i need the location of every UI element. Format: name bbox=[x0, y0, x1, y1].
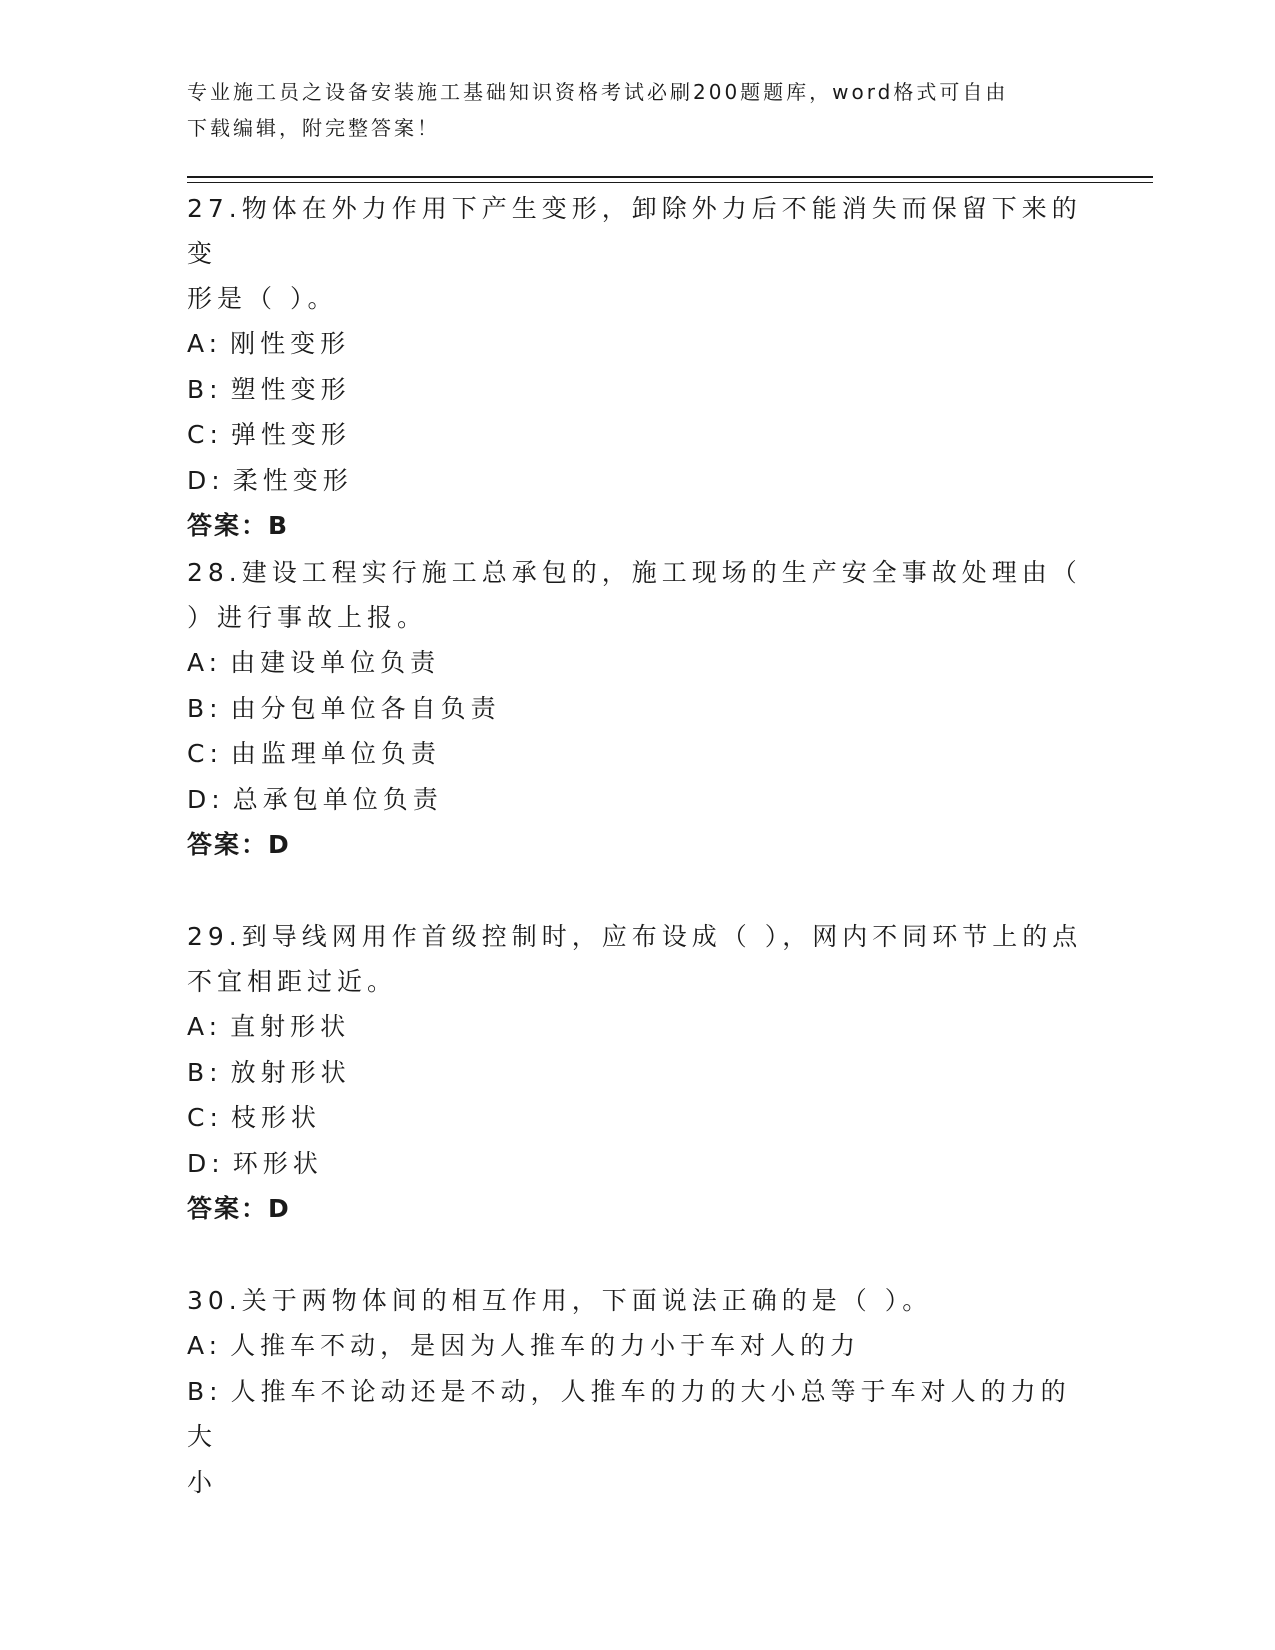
option-text: 由分包单位各自负责 bbox=[230, 693, 501, 723]
option-b bbox=[187, 1050, 1087, 1096]
option-key: C: bbox=[187, 420, 223, 449]
option-c bbox=[187, 1095, 1087, 1141]
option-text: 直射形状 bbox=[230, 1012, 351, 1041]
option-key: B: bbox=[187, 374, 223, 404]
option-b bbox=[187, 686, 1087, 732]
option-key: B: bbox=[187, 1057, 223, 1087]
question-stem-line: 不宜相距过近。 bbox=[187, 967, 398, 996]
question-stem-line: 形是（ ）。 bbox=[187, 284, 338, 313]
question-29 bbox=[187, 914, 1087, 1232]
option-key: B: bbox=[187, 693, 223, 723]
option-text: 环形状 bbox=[232, 1148, 323, 1178]
question-stem-line: 29.到导线网用作首级控制时，应布设成（ ），网内不同环节上的点 bbox=[187, 922, 1083, 951]
option-key: A: bbox=[187, 1012, 223, 1041]
option-text: 枝形状 bbox=[230, 1103, 321, 1132]
option-key: D: bbox=[187, 784, 225, 814]
option-text: 塑性变形 bbox=[230, 374, 351, 404]
question-stem-line: ）进行事故上报。 bbox=[187, 603, 428, 632]
option-a bbox=[187, 1004, 1087, 1050]
option-b-continuation: 小 bbox=[187, 1467, 218, 1497]
option-key: B: bbox=[187, 1376, 223, 1406]
option-key: A: bbox=[187, 648, 223, 677]
header-line-2: 下载编辑，附完整答案！ bbox=[187, 116, 440, 140]
option-text: 总承包单位负责 bbox=[232, 784, 443, 814]
answer-line: 答案：D bbox=[187, 1194, 291, 1223]
option-d bbox=[187, 1141, 1087, 1187]
option-text: 人推车不动，是因为人推车的力小于车对人的力 bbox=[230, 1331, 861, 1360]
option-key: A: bbox=[187, 1331, 223, 1360]
option-text: 人推车不论动还是不动，人推车的力的大小总等于车对人的力的大 bbox=[187, 1376, 1071, 1451]
option-key: A: bbox=[187, 329, 223, 358]
option-text: 柔性变形 bbox=[232, 465, 353, 495]
option-b bbox=[187, 1369, 1087, 1460]
option-text: 由建设单位负责 bbox=[230, 648, 441, 677]
option-text: 由监理单位负责 bbox=[230, 739, 441, 768]
option-a bbox=[187, 321, 1087, 367]
document-header bbox=[187, 74, 1087, 146]
answer-line: 答案：D bbox=[187, 830, 291, 859]
header-divider-thick bbox=[187, 176, 1153, 178]
header-line-1: 专业施工员之设备安装施工基础知识资格考试必刷200题题库，word格式可自由 bbox=[187, 80, 1009, 104]
option-text: 刚性变形 bbox=[230, 329, 351, 358]
option-a bbox=[187, 1323, 1087, 1369]
answer-line: 答案：B bbox=[187, 511, 290, 540]
option-key: D: bbox=[187, 1148, 225, 1178]
option-key: C: bbox=[187, 1103, 223, 1132]
question-28 bbox=[187, 550, 1087, 868]
question-27 bbox=[187, 186, 1087, 549]
question-stem-line: 28.建设工程实行施工总承包的，施工现场的生产安全事故处理由（ bbox=[187, 558, 1082, 587]
option-key: D: bbox=[187, 465, 225, 495]
question-stem-line: 30.关于两物体间的相互作用，下面说法正确的是（ ）。 bbox=[187, 1286, 933, 1315]
option-b bbox=[187, 367, 1087, 413]
option-a bbox=[187, 640, 1087, 686]
option-c bbox=[187, 412, 1087, 458]
option-d bbox=[187, 777, 1087, 823]
question-30 bbox=[187, 1278, 1087, 1505]
option-key: C: bbox=[187, 739, 223, 768]
option-d bbox=[187, 458, 1087, 504]
option-text: 弹性变形 bbox=[230, 420, 351, 449]
question-stem-line: 27.物体在外力作用下产生变形，卸除外力后不能消失而保留下来的变 bbox=[187, 194, 1082, 268]
option-c bbox=[187, 731, 1087, 777]
header-divider-thin bbox=[187, 182, 1153, 183]
option-text: 放射形状 bbox=[230, 1057, 351, 1087]
